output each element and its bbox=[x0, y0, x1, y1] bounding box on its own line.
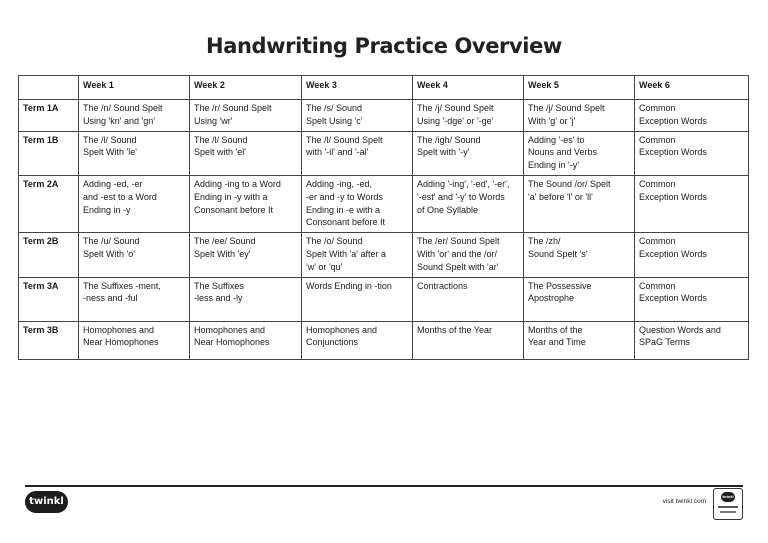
table-cell: The /l/ Sound Spelt With 'le' bbox=[79, 131, 190, 175]
column-header: Week 1 bbox=[79, 76, 190, 100]
table-cell: Adding -ing to a Word Ending in -y with a Consonant before It bbox=[190, 175, 302, 232]
table-cell: Common Exception Words bbox=[635, 277, 749, 321]
table-cell: The /er/ Sound Spelt With 'or' and the /or/ Sound Spelt with 'ar' bbox=[413, 233, 524, 277]
table-cell: Common Exception Words bbox=[635, 100, 749, 132]
table-cell: Question Words and SPaG Terms bbox=[635, 321, 749, 359]
page-title: Handwriting Practice Overview bbox=[206, 34, 562, 58]
table-cell: The /ee/ Sound Spelt With 'ey' bbox=[190, 233, 302, 277]
table-cell: Adding '-es' to Nouns and Verbs Ending in '-y' bbox=[524, 131, 635, 175]
row-header: Term 2A bbox=[19, 175, 79, 232]
table-cell: The /u/ Sound Spelt With 'o' bbox=[79, 233, 190, 277]
badge-line bbox=[720, 511, 736, 513]
table-cell: Words Ending in -tion bbox=[302, 277, 413, 321]
column-header bbox=[19, 76, 79, 100]
table-cell: Months of the Year and Time bbox=[524, 321, 635, 359]
table-cell: The /s/ Sound Spelt Using 'c' bbox=[302, 100, 413, 132]
column-header: Week 6 bbox=[635, 76, 749, 100]
table-row bbox=[19, 277, 749, 321]
table-cell: Homophones and Conjunctions bbox=[302, 321, 413, 359]
row-header: Term 3A bbox=[19, 277, 79, 321]
table-cell: The /zh/ Sound Spelt 's' bbox=[524, 233, 635, 277]
table-cell: The Possessive Apostrophe bbox=[524, 277, 635, 321]
row-header: Term 1A bbox=[19, 100, 79, 132]
table-row bbox=[19, 175, 749, 232]
badge-logo: twinkl bbox=[721, 492, 735, 502]
badge-line bbox=[718, 506, 738, 508]
table-cell: Homophones and Near Homophones bbox=[190, 321, 302, 359]
table-cell: Adding -ing, -ed, -er and -y to Words Ending in -e with a Consonant before It bbox=[302, 175, 413, 232]
visit-website-link[interactable]: visit twinkl.com bbox=[662, 498, 706, 505]
table-cell: The Suffixes -less and -ly bbox=[190, 277, 302, 321]
table-row bbox=[19, 100, 749, 132]
table-cell: Common Exception Words bbox=[635, 131, 749, 175]
table-cell: The Sound /or/ Spelt 'a' before 'l' or 'll' bbox=[524, 175, 635, 232]
table-cell: Months of the Year bbox=[413, 321, 524, 359]
table-cell: Homophones and Near Homophones bbox=[79, 321, 190, 359]
column-header: Week 2 bbox=[190, 76, 302, 100]
table-cell: The /n/ Sound Spelt Using 'kn' and 'gn' bbox=[79, 100, 190, 132]
quality-badge-icon bbox=[713, 488, 743, 520]
table-cell: Contractions bbox=[413, 277, 524, 321]
table-cell: The Suffixes -ment, -ness and -ful bbox=[79, 277, 190, 321]
column-header: Week 4 bbox=[413, 76, 524, 100]
table-cell: The /j/ Sound Spelt With 'g' or 'j' bbox=[524, 100, 635, 132]
table-cell: The /r/ Sound Spelt Using 'wr' bbox=[190, 100, 302, 132]
table-cell: Adding '-ing', '-ed', '-er', '-est' and '-y' to Words of One Syllable bbox=[413, 175, 524, 232]
table-cell: The /l/ Sound Spelt with 'el' bbox=[190, 131, 302, 175]
column-header: Week 5 bbox=[524, 76, 635, 100]
overview-table bbox=[18, 75, 749, 360]
table-cell: The /j/ Sound Spelt Using '-dge' or '-ge' bbox=[413, 100, 524, 132]
table-row bbox=[19, 321, 749, 359]
table-cell: The /igh/ Sound Spelt with '-y' bbox=[413, 131, 524, 175]
table-header-row bbox=[19, 76, 749, 100]
column-header: Week 3 bbox=[302, 76, 413, 100]
row-header: Term 1B bbox=[19, 131, 79, 175]
table-cell: Common Exception Words bbox=[635, 175, 749, 232]
table-cell: The /o/ Sound Spelt With 'a' after a 'w' or 'qu' bbox=[302, 233, 413, 277]
table-cell: The /l/ Sound Spelt with '-il' and '-al' bbox=[302, 131, 413, 175]
footer-divider bbox=[25, 485, 743, 487]
row-header: Term 3B bbox=[19, 321, 79, 359]
table-row bbox=[19, 131, 749, 175]
table-row bbox=[19, 233, 749, 277]
table-cell: Common Exception Words bbox=[635, 233, 749, 277]
twinkl-logo[interactable]: twinkl bbox=[25, 491, 68, 513]
row-header: Term 2B bbox=[19, 233, 79, 277]
table-cell: Adding -ed, -er and -est to a Word Ending in -y bbox=[79, 175, 190, 232]
